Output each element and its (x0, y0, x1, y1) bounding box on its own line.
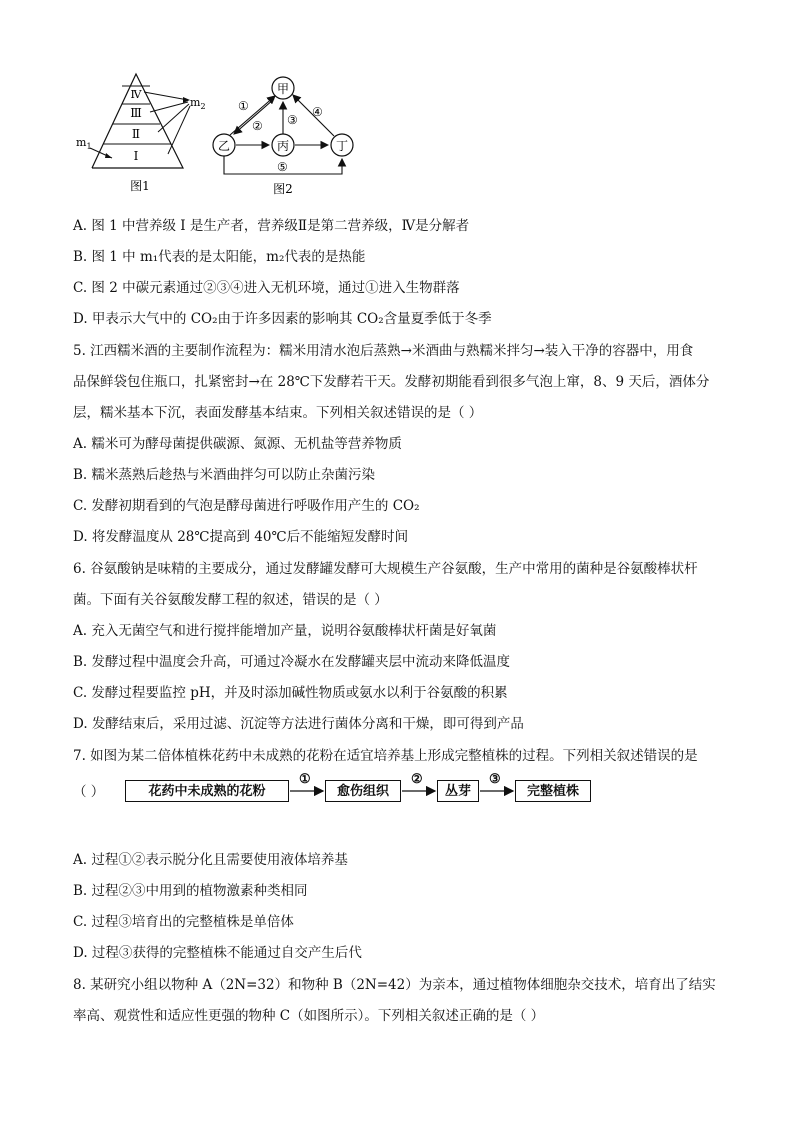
q7-option-b: B. 过程②③中用到的植物激素种类相同 (73, 883, 308, 899)
q7-option-c: C. 过程③培育出的完整植株是单倍体 (73, 914, 294, 930)
q6-option-a: A. 充入无菌空气和进行搅拌能增加产量，说明谷氨酸棒状杆菌是好氧菌 (73, 623, 497, 639)
flow-box-pollen: 花药中未成熟的花粉 (125, 780, 289, 802)
q8-stem-line-1: 8. 某研究小组以物种 A（2N=32）和物种 B（2N=42）为亲本，通过植物体细胞杂交技术，培育出了结实 (73, 977, 716, 993)
q6-option-b: B. 发酵过程中温度会升高，可通过冷凝水在发酵罐夹层中流动来降低温度 (73, 654, 511, 670)
arrow-label-5: ⑤ (277, 160, 288, 174)
q5-option-b: B. 糯米蒸熟后趁热与米酒曲拌匀可以防止杂菌污染 (73, 467, 376, 483)
q7-paren: （ ） (73, 784, 105, 800)
q5-stem-line-2: 品保鲜袋包住瓶口，扎紧密封→在 28℃下发酵若干天。发酵初期能看到很多气泡上窜，8、9 天后，酒体分 (73, 374, 710, 390)
q7-option-d: D. 过程③获得的完整植株不能通过自交产生后代 (73, 945, 362, 961)
figure-2-caption: 图2 (273, 182, 293, 196)
q7-option-a: A. 过程①②表示脱分化且需要使用液体培养基 (73, 852, 348, 868)
level-3-label: Ⅲ (130, 106, 142, 120)
q5-option-a: A. 糯米可为酵母菌提供碳源、氮源、无机盐等营养物质 (73, 436, 402, 452)
flow-step-1: ① (299, 772, 311, 787)
m2-label: $m_2$ (190, 96, 206, 111)
flow-box-plant: 完整植株 (515, 780, 591, 802)
q8-stem-line-2: 率高、观赏性和适应性更强的物种 C（如图所示）。下列相关叙述正确的是（ ） (73, 1008, 545, 1024)
figure-1-caption: 图1 (130, 179, 150, 193)
q6-option-d: D. 发酵结束后，采用过滤、沉淀等方法进行菌体分离和干燥，即可得到产品 (73, 716, 524, 732)
q6-stem-line-1: 6. 谷氨酸钠是味精的主要成分，通过发酵罐发酵可大规模生产谷氨酸，生产中常用的菌种是谷氨酸棒状杆 (73, 561, 698, 577)
q6-option-c: C. 发酵过程要监控 pH，并及时添加碱性物质或氨水以利于谷氨酸的积累 (73, 685, 508, 701)
level-2-label: Ⅱ (131, 127, 141, 141)
arrow-label-1: ① (238, 99, 249, 113)
node-yi-label: 乙 (217, 139, 231, 153)
q4-option-b: B. 图 1 中 m₁代表的是太阳能，m₂代表的是热能 (73, 249, 366, 265)
node-bing-label: 丙 (276, 139, 290, 153)
flow-box-callus: 愈伤组织 (325, 780, 401, 802)
node-ding-label: 丁 (335, 139, 349, 153)
arrow-label-3: ③ (287, 113, 298, 127)
flow-box-shoots: 丛芽 (437, 780, 479, 802)
q5-stem-line-3: 层，糯米基本下沉，表面发酵基本结束。下列相关叙述错误的是（ ） (73, 405, 483, 421)
q4-option-d: D. 甲表示大气中的 CO₂由于许多因素的影响其 CO₂含量夏季低于冬季 (73, 311, 492, 327)
q4-option-a: A. 图 1 中营养级 I 是生产者，营养级Ⅱ是第二营养级，Ⅳ是分解者 (73, 218, 470, 234)
level-4-label: Ⅳ (130, 88, 142, 101)
q7-stem-line-1: 7. 如图为某二倍体植株花药中未成熟的花粉在适宜培养基上形成完整植株的过程。下列相关叙述错误的是 (73, 748, 698, 764)
q6-stem-line-2: 菌。下面有关谷氨酸发酵工程的叙述，错误的是（ ） (73, 592, 388, 608)
q5-option-d: D. 将发酵温度从 28℃提高到 40℃后不能缩短发酵时间 (73, 529, 409, 545)
level-1-label: Ⅰ (133, 149, 139, 163)
flow-step-3: ③ (489, 772, 501, 787)
arrow-label-4: ④ (312, 105, 323, 119)
flow-step-2: ② (411, 772, 423, 787)
node-jia-label: 甲 (276, 82, 290, 96)
q5-stem-line-1: 5. 江西糯米酒的主要制作流程为：糯米用清水泡后蒸熟→米酒曲与熟糯米拌匀→装入干净的容器中，用食 (73, 343, 694, 359)
q5-option-c: C. 发酵初期看到的气泡是酵母菌进行呼吸作用产生的 CO₂ (73, 498, 420, 514)
q4-option-c: C. 图 2 中碳元素通过②③④进入无机环境，通过①进入生物群落 (73, 280, 460, 296)
arrow-label-2: ② (252, 119, 263, 133)
m1-label: $m_1$ (76, 136, 92, 151)
